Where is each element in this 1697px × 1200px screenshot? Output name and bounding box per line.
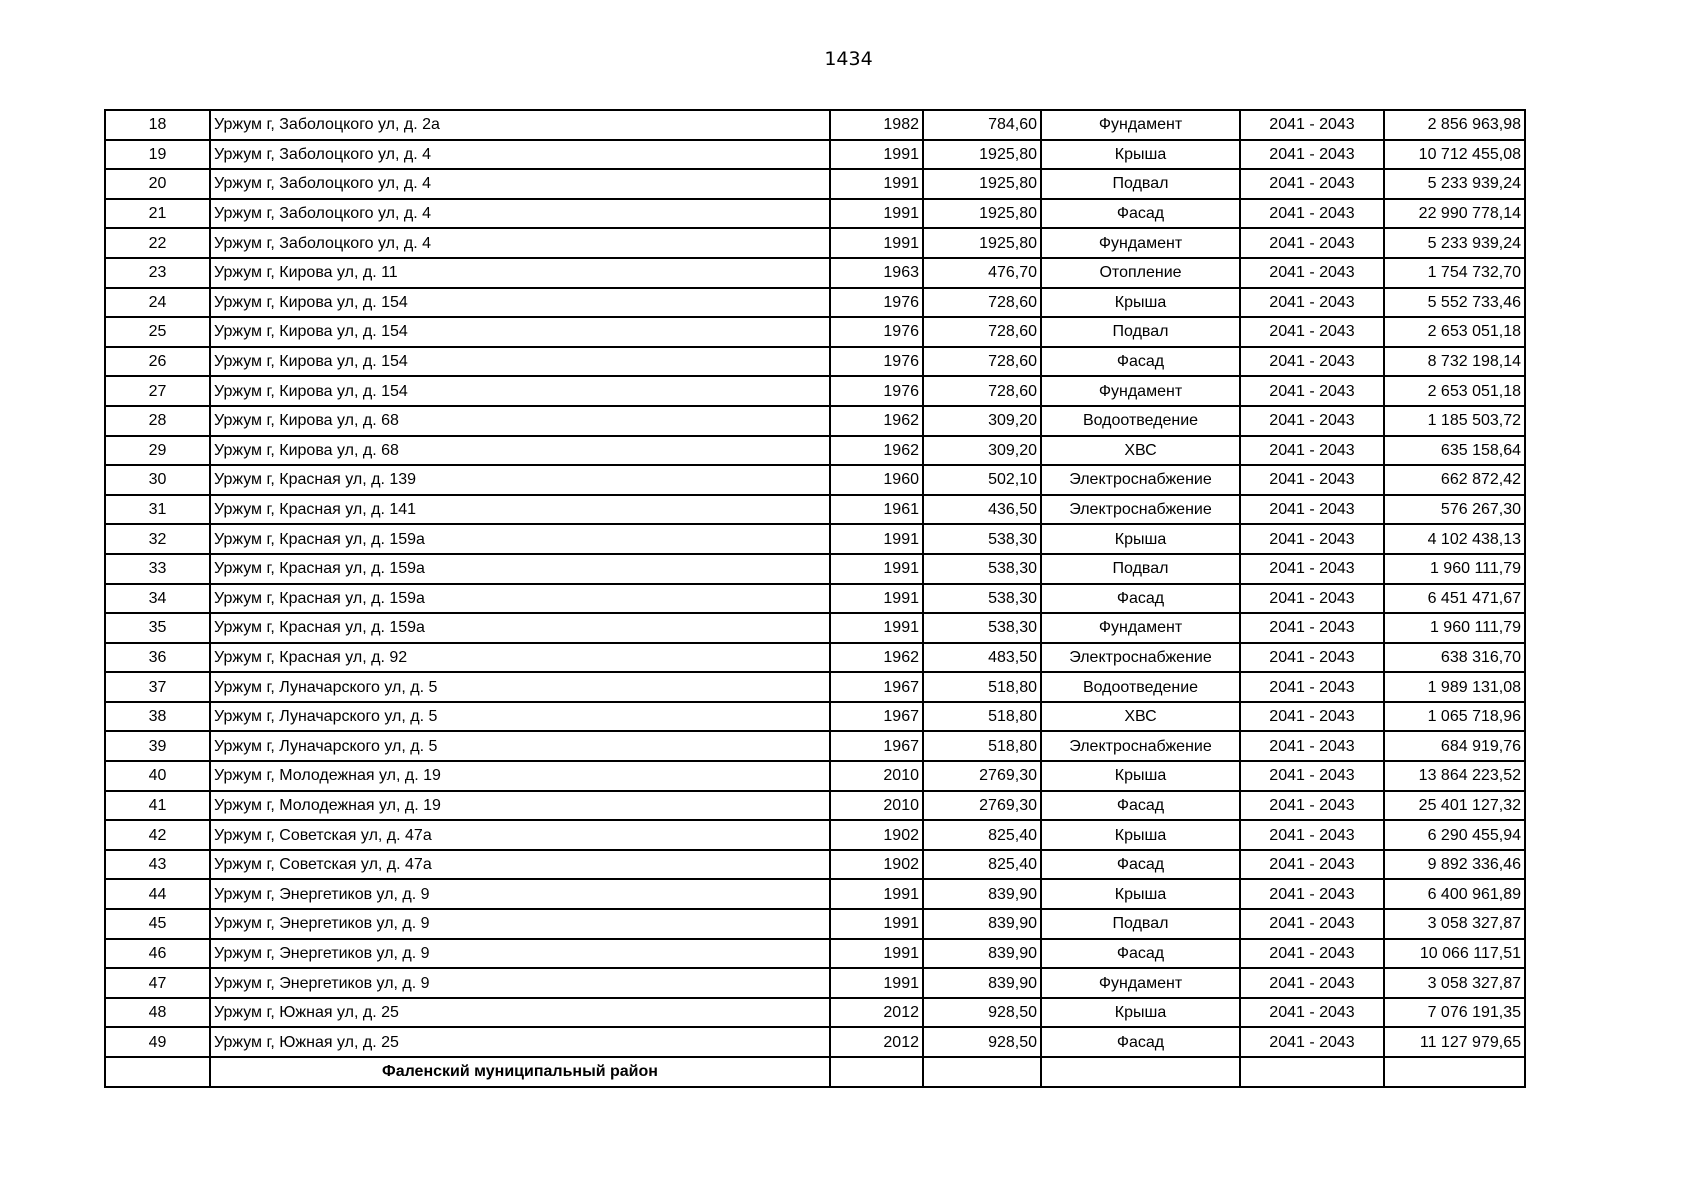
table-row bbox=[105, 909, 1525, 939]
cost-cell: 1 989 131,08 bbox=[1384, 672, 1525, 702]
period-cell: 2041 - 2043 bbox=[1240, 761, 1384, 791]
work-type-cell: Крыша bbox=[1041, 524, 1240, 554]
period-cell: 2041 - 2043 bbox=[1240, 288, 1384, 318]
cost-cell: 10 066 117,51 bbox=[1384, 939, 1525, 969]
year-built-cell: 1902 bbox=[830, 820, 923, 850]
cost-cell: 3 058 327,87 bbox=[1384, 968, 1525, 998]
cost-cell: 1 065 718,96 bbox=[1384, 702, 1525, 732]
table-row bbox=[105, 317, 1525, 347]
cost-cell: 6 290 455,94 bbox=[1384, 820, 1525, 850]
work-type-cell: Крыша bbox=[1041, 761, 1240, 791]
cost-cell: 6 400 961,89 bbox=[1384, 879, 1525, 909]
address-cell: Уржум г, Кирова ул, д. 154 bbox=[210, 376, 830, 406]
cost-cell: 5 233 939,24 bbox=[1384, 169, 1525, 199]
table-row bbox=[105, 199, 1525, 229]
address-cell: Уржум г, Заболоцкого ул, д. 4 bbox=[210, 228, 830, 258]
row-number-cell: 37 bbox=[105, 672, 210, 702]
table-row bbox=[105, 169, 1525, 199]
row-number-cell: 36 bbox=[105, 643, 210, 673]
address-cell: Уржум г, Энергетиков ул, д. 9 bbox=[210, 968, 830, 998]
table-row bbox=[105, 731, 1525, 761]
work-type-cell: Электроснабжение bbox=[1041, 495, 1240, 525]
period-cell: 2041 - 2043 bbox=[1240, 850, 1384, 880]
address-cell: Уржум г, Кирова ул, д. 68 bbox=[210, 406, 830, 436]
row-number-cell: 29 bbox=[105, 436, 210, 466]
period-cell: 2041 - 2043 bbox=[1240, 820, 1384, 850]
year-built-cell: 1976 bbox=[830, 317, 923, 347]
cost-cell: 635 158,64 bbox=[1384, 436, 1525, 466]
area-cell: 928,50 bbox=[923, 998, 1041, 1028]
area-cell: 839,90 bbox=[923, 909, 1041, 939]
period-cell: 2041 - 2043 bbox=[1240, 465, 1384, 495]
year-built-cell: 1991 bbox=[830, 968, 923, 998]
empty-cell bbox=[1240, 1057, 1384, 1087]
year-built-cell: 1991 bbox=[830, 199, 923, 229]
work-type-cell: Водоотведение bbox=[1041, 672, 1240, 702]
empty-cell bbox=[105, 1057, 210, 1087]
address-cell: Уржум г, Красная ул, д. 159а bbox=[210, 554, 830, 584]
table-row bbox=[105, 939, 1525, 969]
area-cell: 538,30 bbox=[923, 554, 1041, 584]
period-cell: 2041 - 2043 bbox=[1240, 317, 1384, 347]
address-cell: Уржум г, Красная ул, д. 159а bbox=[210, 584, 830, 614]
row-number-cell: 23 bbox=[105, 258, 210, 288]
work-type-cell: Крыша bbox=[1041, 288, 1240, 318]
row-number-cell: 32 bbox=[105, 524, 210, 554]
address-cell: Уржум г, Луначарского ул, д. 5 bbox=[210, 672, 830, 702]
row-number-cell: 44 bbox=[105, 879, 210, 909]
area-cell: 518,80 bbox=[923, 672, 1041, 702]
cost-cell: 1 754 732,70 bbox=[1384, 258, 1525, 288]
period-cell: 2041 - 2043 bbox=[1240, 258, 1384, 288]
address-cell: Уржум г, Луначарского ул, д. 5 bbox=[210, 731, 830, 761]
year-built-cell: 1991 bbox=[830, 584, 923, 614]
empty-cell bbox=[830, 1057, 923, 1087]
page-number: 1434 bbox=[824, 48, 873, 70]
address-cell: Уржум г, Советская ул, д. 47а bbox=[210, 820, 830, 850]
table-row bbox=[105, 791, 1525, 821]
area-cell: 928,50 bbox=[923, 1027, 1041, 1057]
row-number-cell: 41 bbox=[105, 791, 210, 821]
area-cell: 839,90 bbox=[923, 879, 1041, 909]
area-cell: 784,60 bbox=[923, 110, 1041, 140]
cost-cell: 2 653 051,18 bbox=[1384, 317, 1525, 347]
address-cell: Уржум г, Кирова ул, д. 11 bbox=[210, 258, 830, 288]
year-built-cell: 2010 bbox=[830, 791, 923, 821]
table-row bbox=[105, 968, 1525, 998]
period-cell: 2041 - 2043 bbox=[1240, 879, 1384, 909]
cost-cell: 1 185 503,72 bbox=[1384, 406, 1525, 436]
area-cell: 476,70 bbox=[923, 258, 1041, 288]
year-built-cell: 1991 bbox=[830, 613, 923, 643]
period-cell: 2041 - 2043 bbox=[1240, 791, 1384, 821]
cost-cell: 11 127 979,65 bbox=[1384, 1027, 1525, 1057]
section-title: Фаленский муниципальный район bbox=[210, 1057, 830, 1087]
area-cell: 309,20 bbox=[923, 436, 1041, 466]
row-number-cell: 21 bbox=[105, 199, 210, 229]
row-number-cell: 49 bbox=[105, 1027, 210, 1057]
address-cell: Уржум г, Луначарского ул, д. 5 bbox=[210, 702, 830, 732]
address-cell: Уржум г, Заболоцкого ул, д. 4 bbox=[210, 199, 830, 229]
work-type-cell: Крыша bbox=[1041, 879, 1240, 909]
row-number-cell: 48 bbox=[105, 998, 210, 1028]
year-built-cell: 2012 bbox=[830, 998, 923, 1028]
work-type-cell: Водоотведение bbox=[1041, 406, 1240, 436]
table-row bbox=[105, 702, 1525, 732]
row-number-cell: 31 bbox=[105, 495, 210, 525]
year-built-cell: 2012 bbox=[830, 1027, 923, 1057]
area-cell: 825,40 bbox=[923, 820, 1041, 850]
period-cell: 2041 - 2043 bbox=[1240, 406, 1384, 436]
capital-repair-table bbox=[104, 109, 1526, 1088]
period-cell: 2041 - 2043 bbox=[1240, 376, 1384, 406]
area-cell: 825,40 bbox=[923, 850, 1041, 880]
row-number-cell: 34 bbox=[105, 584, 210, 614]
row-number-cell: 43 bbox=[105, 850, 210, 880]
work-type-cell: Отопление bbox=[1041, 258, 1240, 288]
address-cell: Уржум г, Энергетиков ул, д. 9 bbox=[210, 879, 830, 909]
work-type-cell: Фундамент bbox=[1041, 110, 1240, 140]
address-cell: Уржум г, Кирова ул, д. 154 bbox=[210, 317, 830, 347]
row-number-cell: 30 bbox=[105, 465, 210, 495]
cost-cell: 6 451 471,67 bbox=[1384, 584, 1525, 614]
table-row bbox=[105, 110, 1525, 140]
area-cell: 2769,30 bbox=[923, 761, 1041, 791]
row-number-cell: 26 bbox=[105, 347, 210, 377]
row-number-cell: 46 bbox=[105, 939, 210, 969]
work-type-cell: Фасад bbox=[1041, 939, 1240, 969]
area-cell: 538,30 bbox=[923, 584, 1041, 614]
work-type-cell: Крыша bbox=[1041, 820, 1240, 850]
area-cell: 728,60 bbox=[923, 376, 1041, 406]
cost-cell: 7 076 191,35 bbox=[1384, 998, 1525, 1028]
address-cell: Уржум г, Заболоцкого ул, д. 4 bbox=[210, 140, 830, 170]
year-built-cell: 1961 bbox=[830, 495, 923, 525]
empty-cell bbox=[1041, 1057, 1240, 1087]
cost-cell: 13 864 223,52 bbox=[1384, 761, 1525, 791]
work-type-cell: Фундамент bbox=[1041, 228, 1240, 258]
work-type-cell: ХВС bbox=[1041, 702, 1240, 732]
address-cell: Уржум г, Южная ул, д. 25 bbox=[210, 998, 830, 1028]
row-number-cell: 20 bbox=[105, 169, 210, 199]
year-built-cell: 1962 bbox=[830, 643, 923, 673]
year-built-cell: 1991 bbox=[830, 879, 923, 909]
period-cell: 2041 - 2043 bbox=[1240, 228, 1384, 258]
area-cell: 728,60 bbox=[923, 317, 1041, 347]
table-row bbox=[105, 761, 1525, 791]
year-built-cell: 1991 bbox=[830, 939, 923, 969]
work-type-cell: Фундамент bbox=[1041, 613, 1240, 643]
cost-cell: 10 712 455,08 bbox=[1384, 140, 1525, 170]
period-cell: 2041 - 2043 bbox=[1240, 968, 1384, 998]
period-cell: 2041 - 2043 bbox=[1240, 169, 1384, 199]
cost-cell: 638 316,70 bbox=[1384, 643, 1525, 673]
period-cell: 2041 - 2043 bbox=[1240, 998, 1384, 1028]
work-type-cell: Электроснабжение bbox=[1041, 465, 1240, 495]
period-cell: 2041 - 2043 bbox=[1240, 584, 1384, 614]
work-type-cell: Крыша bbox=[1041, 998, 1240, 1028]
year-built-cell: 1991 bbox=[830, 524, 923, 554]
table-row bbox=[105, 820, 1525, 850]
row-number-cell: 45 bbox=[105, 909, 210, 939]
year-built-cell: 1991 bbox=[830, 554, 923, 584]
area-cell: 1925,80 bbox=[923, 140, 1041, 170]
address-cell: Уржум г, Советская ул, д. 47а bbox=[210, 850, 830, 880]
year-built-cell: 1967 bbox=[830, 731, 923, 761]
address-cell: Уржум г, Кирова ул, д. 154 bbox=[210, 288, 830, 318]
address-cell: Уржум г, Заболоцкого ул, д. 4 bbox=[210, 169, 830, 199]
area-cell: 728,60 bbox=[923, 347, 1041, 377]
table-row bbox=[105, 495, 1525, 525]
cost-cell: 9 892 336,46 bbox=[1384, 850, 1525, 880]
cost-cell: 8 732 198,14 bbox=[1384, 347, 1525, 377]
work-type-cell: Фасад bbox=[1041, 199, 1240, 229]
cost-cell: 3 058 327,87 bbox=[1384, 909, 1525, 939]
table-row bbox=[105, 554, 1525, 584]
area-cell: 518,80 bbox=[923, 702, 1041, 732]
year-built-cell: 1960 bbox=[830, 465, 923, 495]
year-built-cell: 1967 bbox=[830, 702, 923, 732]
year-built-cell: 1991 bbox=[830, 169, 923, 199]
table-row bbox=[105, 228, 1525, 258]
area-cell: 538,30 bbox=[923, 524, 1041, 554]
cost-cell: 1 960 111,79 bbox=[1384, 554, 1525, 584]
table-row bbox=[105, 998, 1525, 1028]
area-cell: 502,10 bbox=[923, 465, 1041, 495]
period-cell: 2041 - 2043 bbox=[1240, 702, 1384, 732]
period-cell: 2041 - 2043 bbox=[1240, 731, 1384, 761]
row-number-cell: 22 bbox=[105, 228, 210, 258]
work-type-cell: Фундамент bbox=[1041, 968, 1240, 998]
row-number-cell: 25 bbox=[105, 317, 210, 347]
period-cell: 2041 - 2043 bbox=[1240, 347, 1384, 377]
year-built-cell: 1991 bbox=[830, 140, 923, 170]
table-row bbox=[105, 406, 1525, 436]
area-cell: 538,30 bbox=[923, 613, 1041, 643]
address-cell: Уржум г, Молодежная ул, д. 19 bbox=[210, 761, 830, 791]
area-cell: 1925,80 bbox=[923, 199, 1041, 229]
cost-cell: 22 990 778,14 bbox=[1384, 199, 1525, 229]
table-row bbox=[105, 1027, 1525, 1057]
empty-cell bbox=[923, 1057, 1041, 1087]
section-row bbox=[105, 1057, 1525, 1087]
table-row bbox=[105, 850, 1525, 880]
row-number-cell: 35 bbox=[105, 613, 210, 643]
table-row bbox=[105, 643, 1525, 673]
period-cell: 2041 - 2043 bbox=[1240, 1027, 1384, 1057]
work-type-cell: Подвал bbox=[1041, 169, 1240, 199]
work-type-cell: Подвал bbox=[1041, 317, 1240, 347]
work-type-cell: Фасад bbox=[1041, 347, 1240, 377]
table-row bbox=[105, 347, 1525, 377]
year-built-cell: 1962 bbox=[830, 436, 923, 466]
work-type-cell: Фасад bbox=[1041, 791, 1240, 821]
period-cell: 2041 - 2043 bbox=[1240, 939, 1384, 969]
row-number-cell: 33 bbox=[105, 554, 210, 584]
work-type-cell: Крыша bbox=[1041, 140, 1240, 170]
cost-cell: 684 919,76 bbox=[1384, 731, 1525, 761]
year-built-cell: 1976 bbox=[830, 347, 923, 377]
period-cell: 2041 - 2043 bbox=[1240, 495, 1384, 525]
year-built-cell: 1967 bbox=[830, 672, 923, 702]
cost-cell: 662 872,42 bbox=[1384, 465, 1525, 495]
address-cell: Уржум г, Энергетиков ул, д. 9 bbox=[210, 909, 830, 939]
table-row bbox=[105, 524, 1525, 554]
year-built-cell: 1962 bbox=[830, 406, 923, 436]
cost-cell: 576 267,30 bbox=[1384, 495, 1525, 525]
year-built-cell: 1963 bbox=[830, 258, 923, 288]
cost-cell: 1 960 111,79 bbox=[1384, 613, 1525, 643]
table-row bbox=[105, 584, 1525, 614]
cost-cell: 2 653 051,18 bbox=[1384, 376, 1525, 406]
row-number-cell: 28 bbox=[105, 406, 210, 436]
cost-cell: 4 102 438,13 bbox=[1384, 524, 1525, 554]
cost-cell: 5 552 733,46 bbox=[1384, 288, 1525, 318]
work-type-cell: Электроснабжение bbox=[1041, 731, 1240, 761]
cost-cell: 2 856 963,98 bbox=[1384, 110, 1525, 140]
address-cell: Уржум г, Кирова ул, д. 68 bbox=[210, 436, 830, 466]
work-type-cell: ХВС bbox=[1041, 436, 1240, 466]
work-type-cell: Фасад bbox=[1041, 850, 1240, 880]
area-cell: 1925,80 bbox=[923, 228, 1041, 258]
table-row bbox=[105, 465, 1525, 495]
row-number-cell: 38 bbox=[105, 702, 210, 732]
address-cell: Уржум г, Красная ул, д. 92 bbox=[210, 643, 830, 673]
address-cell: Уржум г, Заболоцкого ул, д. 2а bbox=[210, 110, 830, 140]
row-number-cell: 18 bbox=[105, 110, 210, 140]
table-row bbox=[105, 879, 1525, 909]
period-cell: 2041 - 2043 bbox=[1240, 524, 1384, 554]
table-row bbox=[105, 258, 1525, 288]
table-row bbox=[105, 613, 1525, 643]
year-built-cell: 2010 bbox=[830, 761, 923, 791]
period-cell: 2041 - 2043 bbox=[1240, 909, 1384, 939]
year-built-cell: 1982 bbox=[830, 110, 923, 140]
table-body bbox=[105, 110, 1525, 1087]
row-number-cell: 40 bbox=[105, 761, 210, 791]
period-cell: 2041 - 2043 bbox=[1240, 436, 1384, 466]
row-number-cell: 47 bbox=[105, 968, 210, 998]
period-cell: 2041 - 2043 bbox=[1240, 554, 1384, 584]
row-number-cell: 42 bbox=[105, 820, 210, 850]
period-cell: 2041 - 2043 bbox=[1240, 110, 1384, 140]
period-cell: 2041 - 2043 bbox=[1240, 672, 1384, 702]
year-built-cell: 1902 bbox=[830, 850, 923, 880]
area-cell: 483,50 bbox=[923, 643, 1041, 673]
area-cell: 1925,80 bbox=[923, 169, 1041, 199]
area-cell: 309,20 bbox=[923, 406, 1041, 436]
area-cell: 839,90 bbox=[923, 968, 1041, 998]
address-cell: Уржум г, Южная ул, д. 25 bbox=[210, 1027, 830, 1057]
work-type-cell: Электроснабжение bbox=[1041, 643, 1240, 673]
period-cell: 2041 - 2043 bbox=[1240, 613, 1384, 643]
address-cell: Уржум г, Красная ул, д. 139 bbox=[210, 465, 830, 495]
cost-cell: 25 401 127,32 bbox=[1384, 791, 1525, 821]
year-built-cell: 1976 bbox=[830, 288, 923, 318]
row-number-cell: 19 bbox=[105, 140, 210, 170]
area-cell: 518,80 bbox=[923, 731, 1041, 761]
address-cell: Уржум г, Красная ул, д. 159а bbox=[210, 613, 830, 643]
work-type-cell: Фасад bbox=[1041, 584, 1240, 614]
address-cell: Уржум г, Красная ул, д. 159а bbox=[210, 524, 830, 554]
work-type-cell: Подвал bbox=[1041, 909, 1240, 939]
empty-cell bbox=[1384, 1057, 1525, 1087]
period-cell: 2041 - 2043 bbox=[1240, 140, 1384, 170]
address-cell: Уржум г, Молодежная ул, д. 19 bbox=[210, 791, 830, 821]
row-number-cell: 39 bbox=[105, 731, 210, 761]
period-cell: 2041 - 2043 bbox=[1240, 643, 1384, 673]
cost-cell: 5 233 939,24 bbox=[1384, 228, 1525, 258]
table-row bbox=[105, 672, 1525, 702]
year-built-cell: 1991 bbox=[830, 909, 923, 939]
year-built-cell: 1991 bbox=[830, 228, 923, 258]
address-cell: Уржум г, Кирова ул, д. 154 bbox=[210, 347, 830, 377]
row-number-cell: 24 bbox=[105, 288, 210, 318]
work-type-cell: Фундамент bbox=[1041, 376, 1240, 406]
area-cell: 728,60 bbox=[923, 288, 1041, 318]
period-cell: 2041 - 2043 bbox=[1240, 199, 1384, 229]
area-cell: 2769,30 bbox=[923, 791, 1041, 821]
table-row bbox=[105, 288, 1525, 318]
table-row bbox=[105, 436, 1525, 466]
area-cell: 839,90 bbox=[923, 939, 1041, 969]
table-row bbox=[105, 140, 1525, 170]
table-row bbox=[105, 376, 1525, 406]
area-cell: 436,50 bbox=[923, 495, 1041, 525]
year-built-cell: 1976 bbox=[830, 376, 923, 406]
work-type-cell: Подвал bbox=[1041, 554, 1240, 584]
address-cell: Уржум г, Энергетиков ул, д. 9 bbox=[210, 939, 830, 969]
address-cell: Уржум г, Красная ул, д. 141 bbox=[210, 495, 830, 525]
work-type-cell: Фасад bbox=[1041, 1027, 1240, 1057]
row-number-cell: 27 bbox=[105, 376, 210, 406]
